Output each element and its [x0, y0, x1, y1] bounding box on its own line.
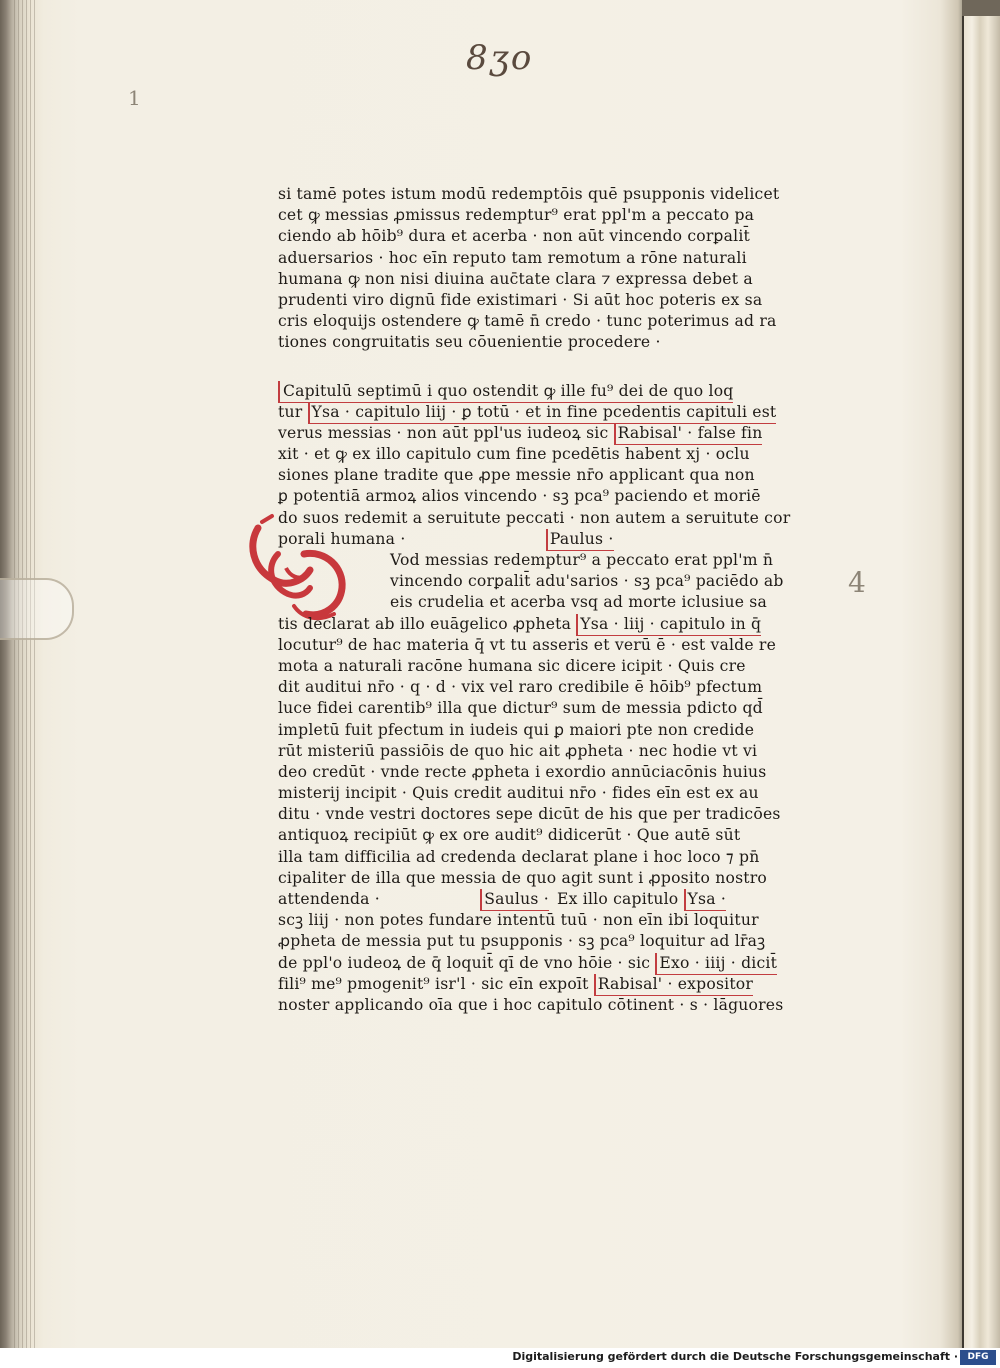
text-line [278, 402, 798, 423]
text-line: rūt misteriū passiōis de quo hic ait ꝓpheta · nec hodie vt vi [278, 741, 758, 760]
book-edge-right [962, 0, 1000, 1348]
book-edge-top [962, 0, 1000, 16]
text-line: noster applicando oīa que i hoc capitulo cōtinent · s · lāguores [278, 995, 784, 1014]
text-line: cet ꝙ messias ꝓmissus redemptur⁹ erat ppl'm a peccato pa [278, 206, 755, 225]
folio-number: 8ʒo [466, 38, 534, 78]
text-line: deo credūt · vnde recte ꝓpheta i exordio annūciacōnis huius [278, 762, 767, 781]
text-line [278, 423, 798, 444]
text-line [278, 974, 798, 995]
text-segment: Ex illo capitulo [557, 890, 679, 908]
text-line: locutur⁹ de hac materia q̄ vt tu asseris et verū ē · est valde re [278, 635, 777, 654]
paragraph-gap [278, 354, 798, 381]
text-segment: porali humana · [278, 529, 406, 548]
text-line: eis crudelia et acerba vsq ad morte iclusiue sa [390, 593, 767, 612]
reference-exodus: Exo · iiij · dicit̄ [655, 953, 777, 975]
text-segment: fili⁹ me⁹ pmogenit⁹ isr'l · sic eīn expoīt [278, 974, 589, 993]
text-segment: tur [278, 402, 303, 421]
text-line: antiquoꝝ recipiūt ꝙ ex ore audit⁹ didicerūt · Que autē sūt [278, 826, 741, 845]
page-edges-left [14, 0, 36, 1348]
text-line: tiones congruitatis seu cōuenientie procedere · [278, 333, 661, 352]
text-line: humana ꝙ non nisi diuina auc̄tate clara ⁊ expressa debet a [278, 269, 753, 288]
text-segment: tis declarat ab illo euāgelico ꝓpheta [278, 614, 572, 633]
funding-credit: Digitalisierung gefördert durch die Deutsche Forschungsgemeinschaft · [512, 1350, 958, 1363]
dfg-logo-icon: DFG [960, 1350, 996, 1365]
text-line: cris eloquijs ostendere ꝙ tamē n̄ credo · tunc poterimus ad ra [278, 312, 777, 331]
text-line: ditu · vnde vestri doctores sepe dicūt de his que per tradicōes [278, 805, 781, 824]
text-line: vincendo corꝑalit̄ adu'sarios · sꝫ pca⁹ paciēdo ab [390, 572, 784, 591]
text-line [278, 614, 798, 635]
text-line: scꝫ liij · non potes fundare intentū tuū · non eīn ibi loquitur [278, 911, 759, 930]
text-line: aduersarios · hoc eīn reputo tam remotum a rōne naturali [278, 248, 747, 267]
text-line: ꝓpheta de messia put tu psupponis · sꝫ pca⁹ loquitur ad lr̄aꝫ [278, 932, 766, 951]
chapter-heading-line [278, 381, 798, 402]
text-line [278, 953, 798, 974]
main-text-block [278, 184, 798, 1016]
reference-rabisal: Rabisal' · false fin [614, 423, 763, 445]
footer-bar [0, 1348, 1000, 1368]
reference-isaiah: Ysa · capitulo liij · ꝑ totū · et in fine pcedentis capituli est [308, 402, 777, 424]
text-line: illa tam difficilia ad credenda declarat plane i hoc loco ⁊ pn̄ [278, 847, 760, 866]
text-line: prudenti viro dignū fide existimari · Si aūt hoc poteris ex sa [278, 290, 763, 309]
text-segment: attendenda · [278, 890, 380, 908]
reference-isaiah: Ysa · liij · capitulo in q̄ [576, 614, 761, 636]
text-line: dit auditui nr̄o · q · d · vix vel raro credibile ē hōib⁹ pfectum [278, 678, 763, 697]
text-line: do suos redemit a seruitute peccati · non autem a seruitute cor [278, 508, 791, 527]
text-line: mota a naturali racōne humana sic dicere icipit · Quis cre [278, 656, 746, 675]
text-line [278, 529, 798, 550]
text-line: impletū fuit pfectum in iudeis qui ꝑ maiori pte non credide [278, 720, 755, 739]
paper-clip [0, 578, 74, 640]
chapter-heading: Capitulū septimū i quo ostendit ꝙ ille fu⁹ dei de quo loq [278, 381, 733, 403]
text-line: ciendo ab hōib⁹ dura et acerba · non aūt vincendo corꝑalit̄ [278, 227, 750, 246]
text-line: xit · et ꝙ ex illo capitulo cum fine pcedētis habent xj · oclu [278, 445, 750, 464]
reference-isaiah: Ysa · [684, 889, 727, 911]
text-segment: verus messias · non aūt ppl'us iudeoꝝ sic [278, 423, 609, 442]
speaker-saulus: Saulus · [480, 889, 549, 911]
text-line: misterij incipit · Quis credit auditui nr̄o · fides eīn est ex au [278, 784, 759, 803]
reference-rabisal: Rabisal' · expositor [594, 974, 753, 996]
text-line: ꝑ potentiā armoꝝ alios vincendo · sꝫ pca⁹ paciendo et moriē [278, 487, 761, 506]
text-line [278, 889, 798, 910]
text-line: siones plane tradite que ꝓpe messie nr̄o applicant qua non [278, 466, 755, 485]
margin-note-left: 1 [128, 86, 141, 110]
speaker-paulus: Paulus · [546, 529, 614, 551]
margin-note-right: 4 [848, 566, 866, 599]
text-line: cipaliter de illa que messia de quo agit sunt i ꝓposito nostro [278, 868, 768, 887]
text-line: Vod messias redemptur⁹ a peccato erat ppl'm n̄ [390, 551, 774, 569]
text-line: luce fidei carentib⁹ illa que dictur⁹ sum de messia pdicto qd̄ [278, 699, 763, 718]
text-line: si tamē potes istum modū redemptōis quē psupponis videlicet [278, 185, 780, 203]
text-segment: de ppl'o iudeoꝝ de q̄ loquit̄ qī de vno hōie · sic [278, 953, 651, 972]
